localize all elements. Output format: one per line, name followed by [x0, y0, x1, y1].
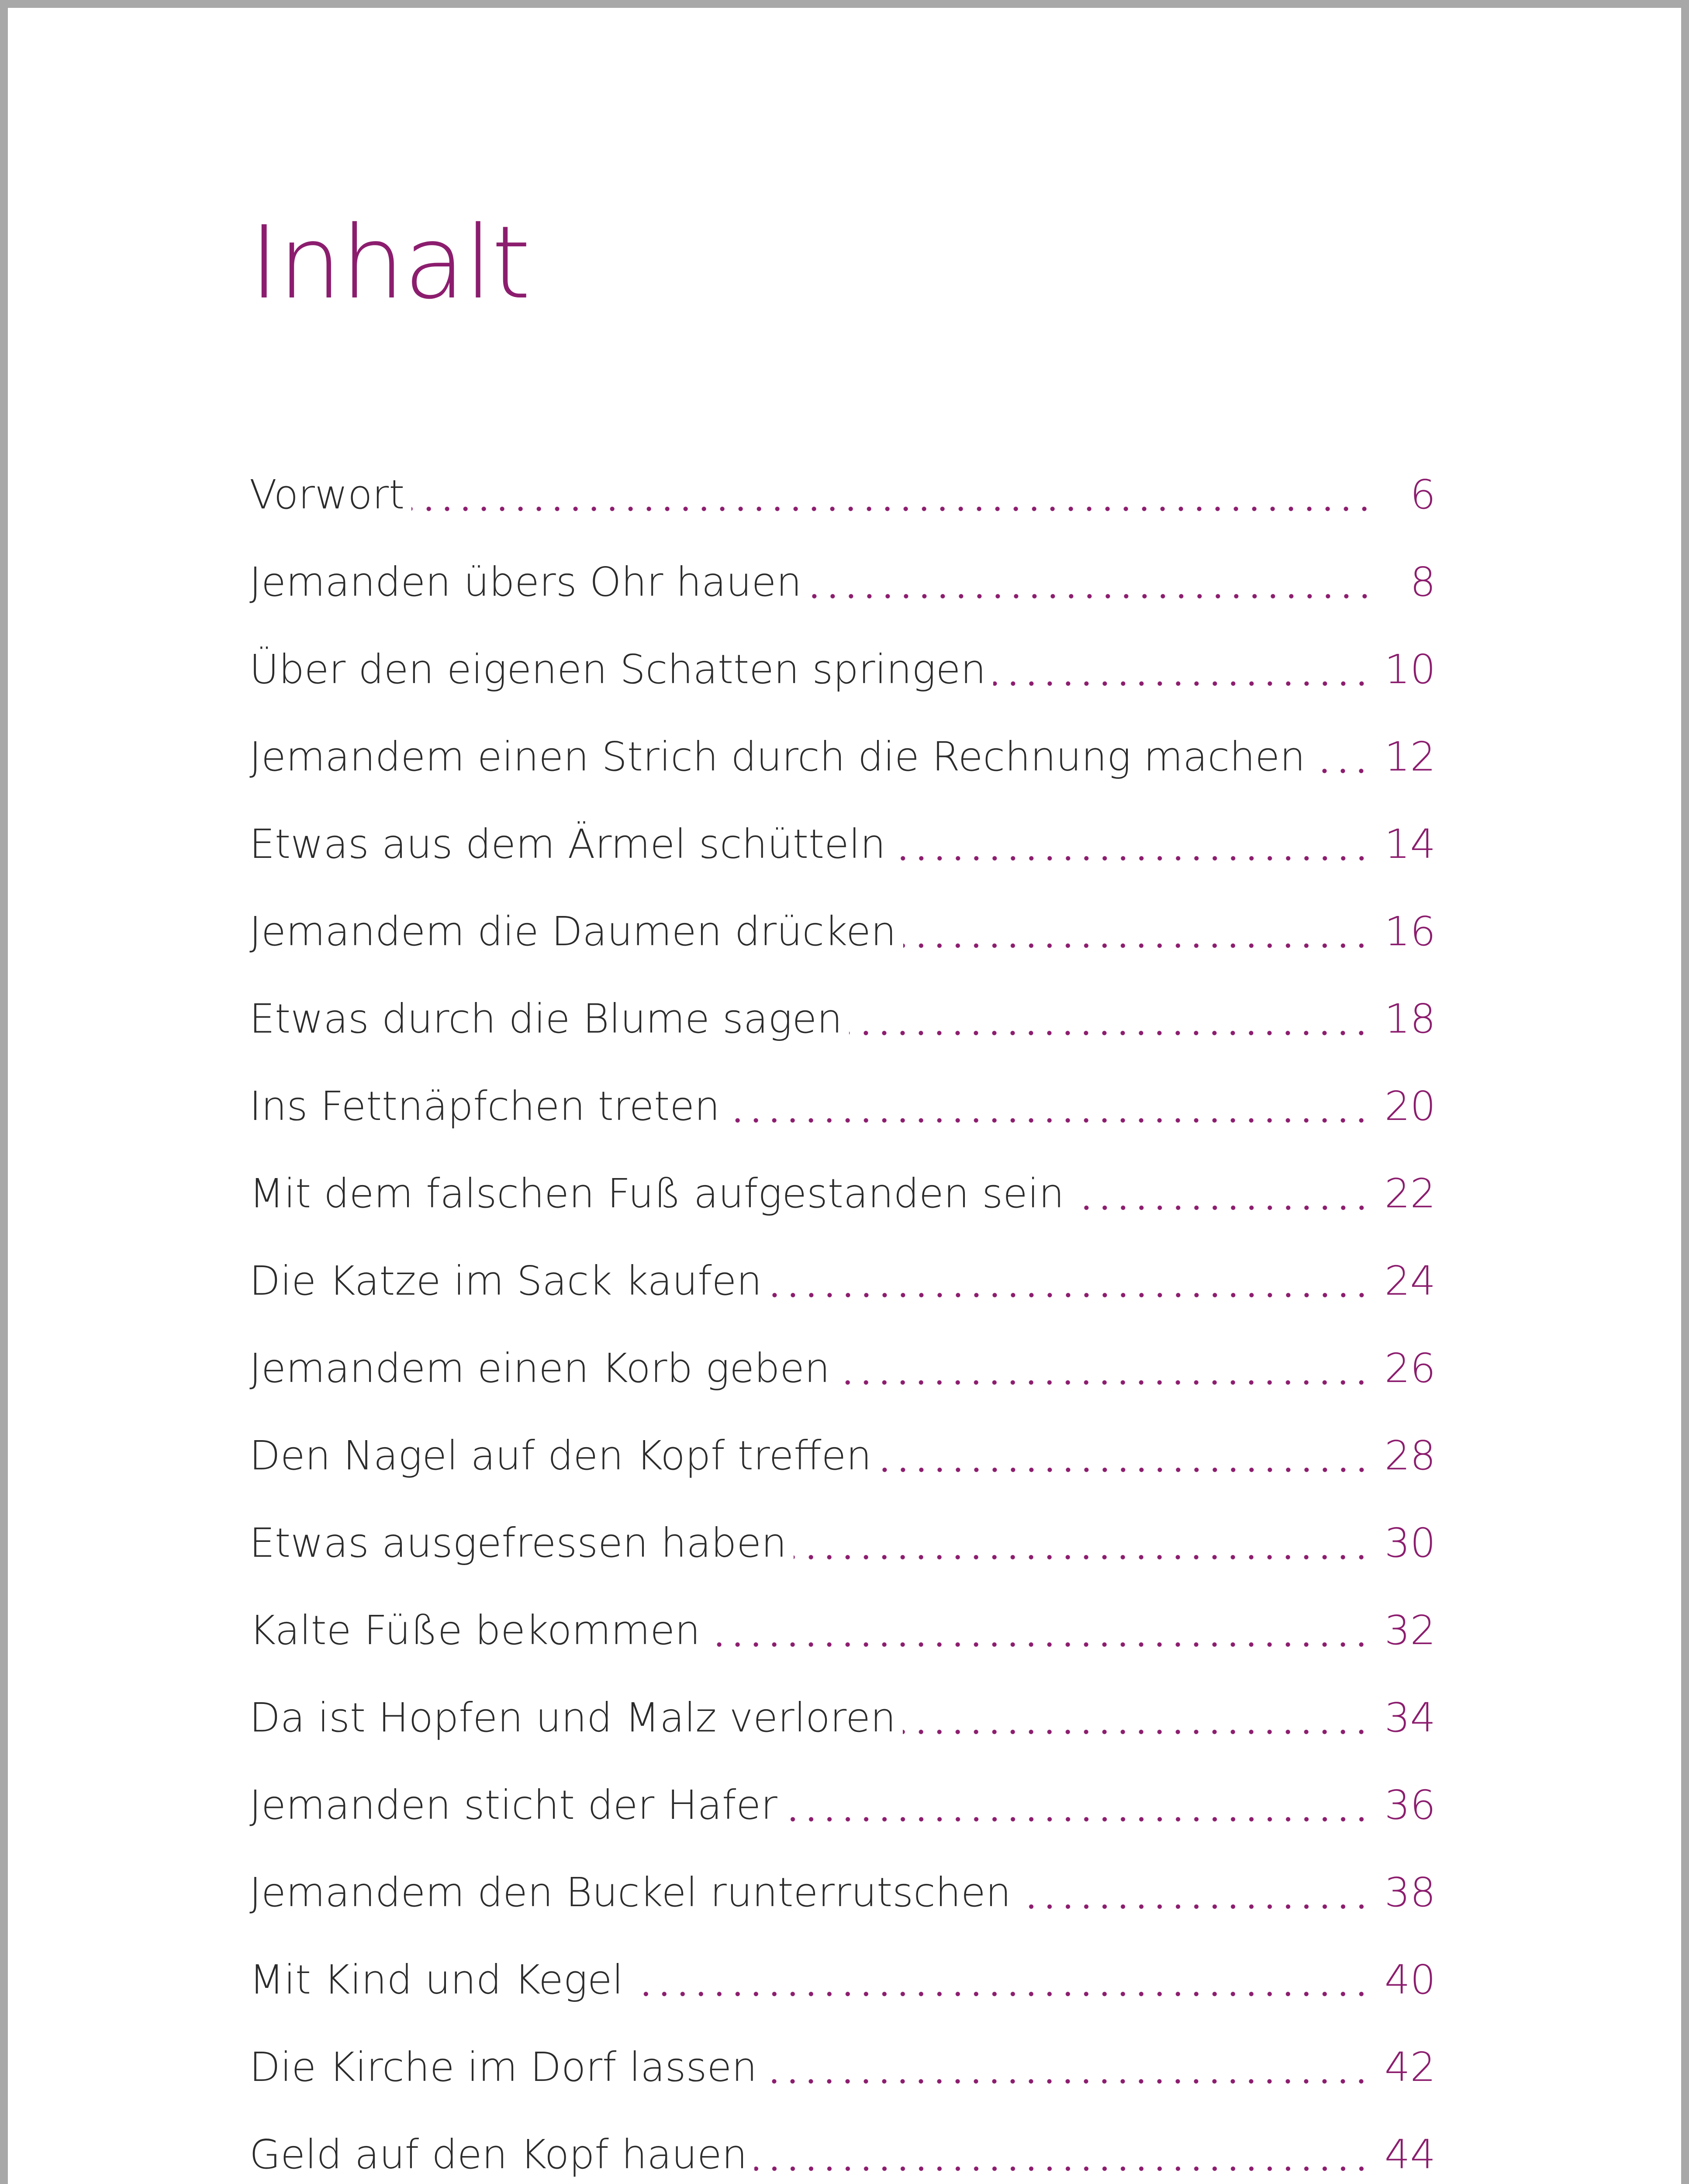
toc-entry-title: Über den eigenen Schatten springen	[249, 650, 991, 690]
toc-entry-page-number: 22	[1384, 1170, 1436, 1217]
toc-entry-7[interactable]	[249, 967, 1436, 1054]
toc-entry-title: Den Nagel auf den Kopf treffen	[249, 1436, 876, 1476]
dot-leader	[1312, 768, 1370, 774]
toc-entry-page-number: 18	[1384, 995, 1436, 1042]
toc-entry-page-number: 16	[1384, 908, 1436, 955]
dot-leader	[764, 2079, 1371, 2084]
toc-entry-page-number: 36	[1384, 1782, 1436, 1828]
toc-entry-13[interactable]	[249, 1491, 1436, 1578]
toc-entry-title: Etwas durch die Blume sagen	[249, 999, 846, 1039]
toc-entry-title: Jemandem einen Korb geben	[249, 1348, 834, 1389]
toc-entry-3[interactable]	[249, 617, 1436, 705]
dot-leader	[993, 681, 1371, 686]
toc-entry-page-number: 28	[1384, 1432, 1436, 1479]
toc-entry-title: Da ist Hopfen und Malz verloren	[249, 1698, 900, 1738]
toc-entry-title: Vorwort	[249, 475, 409, 515]
dot-leader	[727, 1118, 1371, 1123]
toc-entry-10[interactable]	[249, 1229, 1436, 1316]
toc-entry-title: Etwas ausgefressen haben	[249, 1523, 791, 1563]
toc-entry-page-number: 26	[1384, 1345, 1436, 1392]
dot-leader	[903, 1729, 1371, 1735]
dot-leader	[411, 506, 1374, 511]
toc-entry-title: Die Katze im Sack kaufen	[249, 1261, 767, 1301]
toc-entry-title: Jemandem einen Strich durch die Rechnung machen	[249, 737, 1309, 777]
toc-entry-page-number: 32	[1384, 1607, 1436, 1654]
toc-entry-page-number: 20	[1384, 1083, 1436, 1130]
toc-entry-title: Mit dem falschen Fuß aufgestanden sein	[249, 1174, 1069, 1214]
toc-entry-title: Mit Kind und Kegel	[249, 1960, 628, 2000]
toc-entry-page-number: 10	[1384, 646, 1436, 693]
toc-entry-page-number: 30	[1384, 1520, 1436, 1566]
toc-entry-page-number: 42	[1384, 2044, 1436, 2091]
dot-leader	[849, 1030, 1370, 1036]
toc-entry-page-number: 12	[1384, 733, 1436, 780]
toc-entry-14[interactable]	[249, 1578, 1436, 1666]
toc-entry-19[interactable]	[249, 2015, 1436, 2102]
toc-entry-page-number: 38	[1384, 1869, 1436, 1916]
dot-leader	[1018, 1904, 1371, 1909]
toc-entry-16[interactable]	[249, 1753, 1436, 1840]
toc-entry-9[interactable]	[249, 1141, 1436, 1229]
toc-entry-1[interactable]	[249, 442, 1436, 530]
dot-leader	[630, 1991, 1371, 1997]
toc-entry-page-number: 34	[1384, 1694, 1436, 1741]
toc-entry-11[interactable]	[249, 1316, 1436, 1403]
dot-leader	[879, 1467, 1371, 1472]
dot-leader	[837, 1380, 1371, 1385]
toc-entry-page-number: 40	[1384, 1956, 1436, 2003]
toc-entry-title: Jemandem die Daumen drücken	[249, 912, 901, 952]
dot-leader	[769, 1292, 1371, 1298]
toc-entry-page-number: 44	[1384, 2131, 1436, 2178]
dot-leader	[754, 2166, 1371, 2171]
toc-entry-page-number: 8	[1410, 559, 1436, 605]
toc-entry-15[interactable]	[249, 1666, 1436, 1753]
dot-leader	[893, 856, 1371, 861]
dot-leader	[903, 943, 1371, 948]
toc-entry-page-number: 14	[1384, 821, 1436, 867]
toc-entry-17[interactable]	[249, 1840, 1436, 1928]
toc-entry-title: Jemanden sticht der Hafer	[249, 1785, 782, 1825]
toc-entry-page-number: 6	[1410, 471, 1436, 518]
toc-entry-title: Die Kirche im Dorf lassen	[249, 2047, 761, 2087]
toc-entry-4[interactable]	[249, 705, 1436, 792]
toc-entry-title: Jemandem den Buckel runterrutschen	[249, 1873, 1015, 1913]
toc-entry-12[interactable]	[249, 1403, 1436, 1491]
toc-entry-5[interactable]	[249, 792, 1436, 879]
toc-entry-title: Geld auf den Kopf hauen	[249, 2135, 752, 2175]
toc-entry-18[interactable]	[249, 1928, 1436, 2015]
dot-leader	[784, 1817, 1371, 1822]
toc-entry-8[interactable]	[249, 1054, 1436, 1141]
page-title: Inhalt	[249, 205, 530, 321]
dot-leader	[1071, 1205, 1371, 1210]
toc-entry-6[interactable]	[249, 879, 1436, 967]
toc-entry-20[interactable]	[249, 2102, 1436, 2184]
toc-entry-title: Etwas aus dem Ärmel schütteln	[249, 824, 890, 864]
dot-leader	[707, 1642, 1371, 1647]
toc-entry-title: Kalte Füße bekommen	[249, 1610, 705, 1651]
toc-entry-2[interactable]	[249, 530, 1436, 617]
toc-entry-title: Jemanden übers Ohr hauen	[249, 562, 806, 602]
dot-leader	[794, 1555, 1371, 1560]
dot-leader	[809, 594, 1374, 599]
toc-entry-page-number: 24	[1384, 1258, 1436, 1304]
toc-entry-title: Ins Fettnäpfchen treten	[249, 1086, 724, 1127]
table-of-contents	[249, 442, 1436, 2184]
